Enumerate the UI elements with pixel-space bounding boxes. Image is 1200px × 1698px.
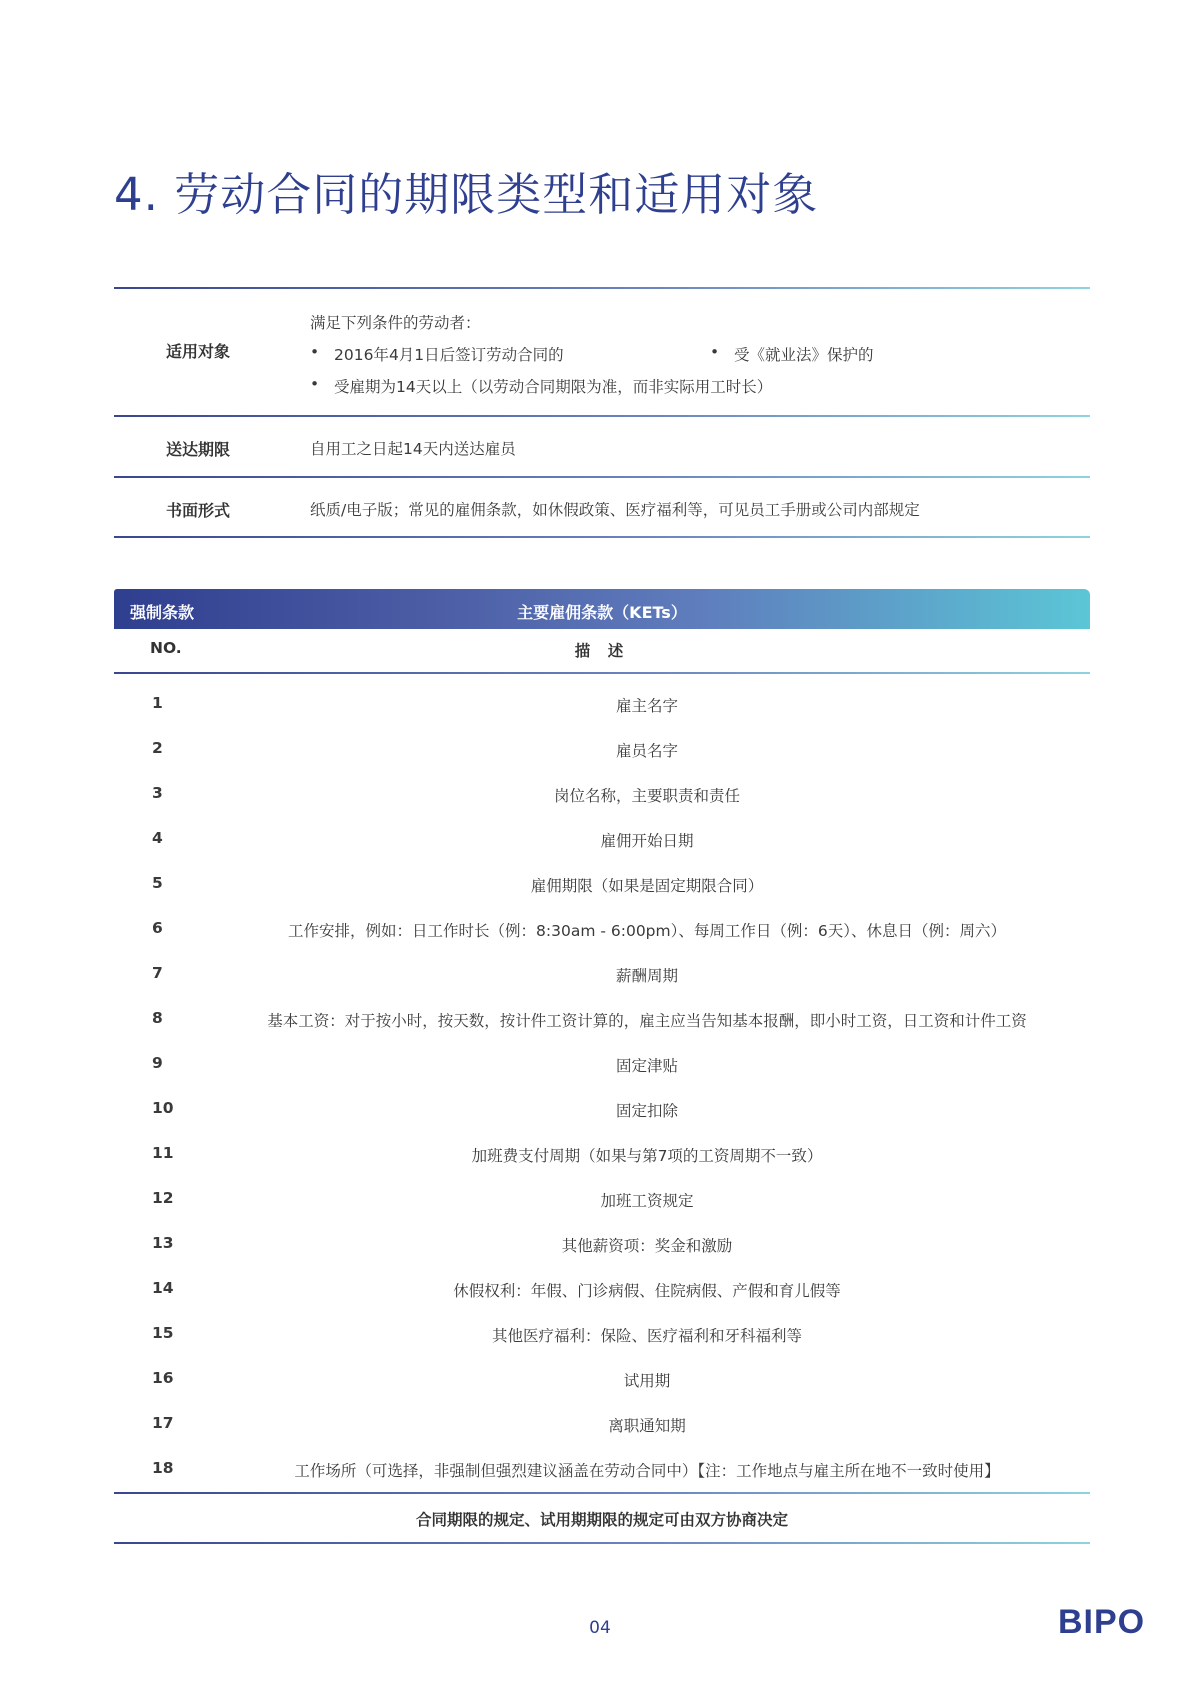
row-number: 10 bbox=[152, 1099, 174, 1117]
table-row bbox=[114, 1267, 1090, 1312]
row-description: 其他薪资项：奖金和激励 bbox=[561, 1237, 733, 1255]
row-number: 9 bbox=[152, 1054, 163, 1072]
info-value: 自用工之日起14天内送达雇员 bbox=[310, 440, 516, 458]
info-label: 适用对象 bbox=[166, 342, 231, 361]
table-row bbox=[114, 862, 1090, 907]
footer-note bbox=[114, 1494, 1090, 1542]
header-kets-title: 主要雇佣条款（KETs） bbox=[517, 603, 687, 622]
row-description: 工作安排，例如：日工作时长（例：8:30am - 6:00pm）、每周工作日（例：6天）、休息日（例：周六） bbox=[288, 922, 1006, 940]
row-number: 6 bbox=[152, 919, 163, 937]
bipo-logo: BIPO bbox=[1058, 1603, 1146, 1641]
row-description: 其他医疗福利：保险、医疗福利和牙科福利等 bbox=[491, 1327, 802, 1345]
row-number: 2 bbox=[152, 739, 163, 757]
row-description: 固定扣除 bbox=[615, 1102, 678, 1120]
info-label: 书面形式 bbox=[166, 501, 231, 520]
column-header-no: NO. bbox=[150, 639, 182, 657]
info-row-applicable bbox=[114, 289, 1090, 415]
row-number: 8 bbox=[152, 1009, 163, 1027]
header-mandatory-label: 强制条款 bbox=[130, 603, 195, 622]
kets-header bbox=[114, 589, 1090, 629]
bullet-item: • 受雇期为14天以上（以劳动合同期限为准，而非实际用工时长） bbox=[334, 375, 772, 397]
row-number: 18 bbox=[152, 1459, 174, 1477]
table-row bbox=[114, 952, 1090, 997]
row-number: 13 bbox=[152, 1234, 174, 1252]
row-number: 7 bbox=[152, 964, 163, 982]
row-description: 基本工资：对于按小时，按天数，按计件工资计算的，雇主应当告知基本报酬，即小时工资，日工资和计件工资 bbox=[267, 1012, 1027, 1030]
row-number: 5 bbox=[152, 874, 163, 892]
column-headers bbox=[114, 629, 1090, 672]
info-row-delivery bbox=[114, 417, 1090, 476]
row-description: 加班费支付周期（如果与第7项的工资周期不一致） bbox=[471, 1147, 823, 1165]
table-rule bbox=[114, 536, 1090, 538]
row-description: 雇员名字 bbox=[615, 742, 678, 760]
kets-rows bbox=[114, 674, 1090, 1492]
row-description: 岗位名称，主要职责和责任 bbox=[553, 787, 740, 805]
row-description: 薪酬周期 bbox=[615, 967, 678, 985]
row-description: 试用期 bbox=[623, 1372, 671, 1390]
row-number: 16 bbox=[152, 1369, 174, 1387]
table-row bbox=[114, 1132, 1090, 1177]
row-description: 雇主名字 bbox=[615, 697, 678, 715]
table-row bbox=[114, 727, 1090, 772]
table-row bbox=[114, 997, 1090, 1042]
column-header-desc: 描 述 bbox=[574, 642, 630, 660]
table-row bbox=[114, 1312, 1090, 1357]
row-number: 15 bbox=[152, 1324, 174, 1342]
row-description: 雇佣开始日期 bbox=[600, 832, 694, 850]
row-description: 加班工资规定 bbox=[600, 1192, 694, 1210]
table-row bbox=[114, 907, 1090, 952]
info-value: 纸质/电子版；常见的雇佣条款，如休假政策、医疗福利等，可见员工手册或公司内部规定 bbox=[310, 501, 920, 519]
table-row bbox=[114, 1222, 1090, 1267]
table-row bbox=[114, 1177, 1090, 1222]
row-number: 11 bbox=[152, 1144, 174, 1162]
row-description: 固定津贴 bbox=[615, 1057, 678, 1075]
page-number: 04 bbox=[589, 1618, 611, 1638]
bullet-item: • 受《就业法》保护的 bbox=[734, 343, 874, 365]
row-description: 工作场所（可选择，非强制但强烈建议涵盖在劳动合同中）【注：工作地点与雇主所在地不一致时使用】 bbox=[294, 1462, 1000, 1480]
row-number: 12 bbox=[152, 1189, 174, 1207]
info-table bbox=[114, 287, 1090, 538]
row-description: 休假权利：年假、门诊病假、住院病假、产假和育儿假等 bbox=[453, 1282, 841, 1300]
row-description: 雇佣期限（如果是固定期限合同） bbox=[530, 877, 764, 895]
row-number: 17 bbox=[152, 1414, 174, 1432]
bullet-item: • 2016年4月1日后签订劳动合同的 bbox=[334, 343, 564, 365]
kets-table bbox=[114, 589, 1090, 1544]
row-number: 4 bbox=[152, 829, 163, 847]
footer-note-text: 合同期限的规定、试用期期限的规定可由双方协商决定 bbox=[415, 1511, 788, 1529]
row-number: 1 bbox=[152, 694, 163, 712]
row-number: 14 bbox=[152, 1279, 174, 1297]
info-intro: 满足下列条件的劳动者： bbox=[310, 314, 481, 332]
table-row bbox=[114, 817, 1090, 862]
table-row bbox=[114, 1447, 1090, 1492]
page-title: 4. 劳动合同的期限类型和适用对象 bbox=[114, 168, 819, 222]
table-rule bbox=[114, 1542, 1090, 1544]
table-row bbox=[114, 682, 1090, 727]
row-description: 离职通知期 bbox=[608, 1417, 686, 1435]
table-row bbox=[114, 1087, 1090, 1132]
info-row-format bbox=[114, 478, 1090, 536]
table-row bbox=[114, 1042, 1090, 1087]
table-row bbox=[114, 772, 1090, 817]
info-label: 送达期限 bbox=[166, 440, 231, 459]
row-number: 3 bbox=[152, 784, 163, 802]
table-row bbox=[114, 1402, 1090, 1447]
table-row bbox=[114, 1357, 1090, 1402]
